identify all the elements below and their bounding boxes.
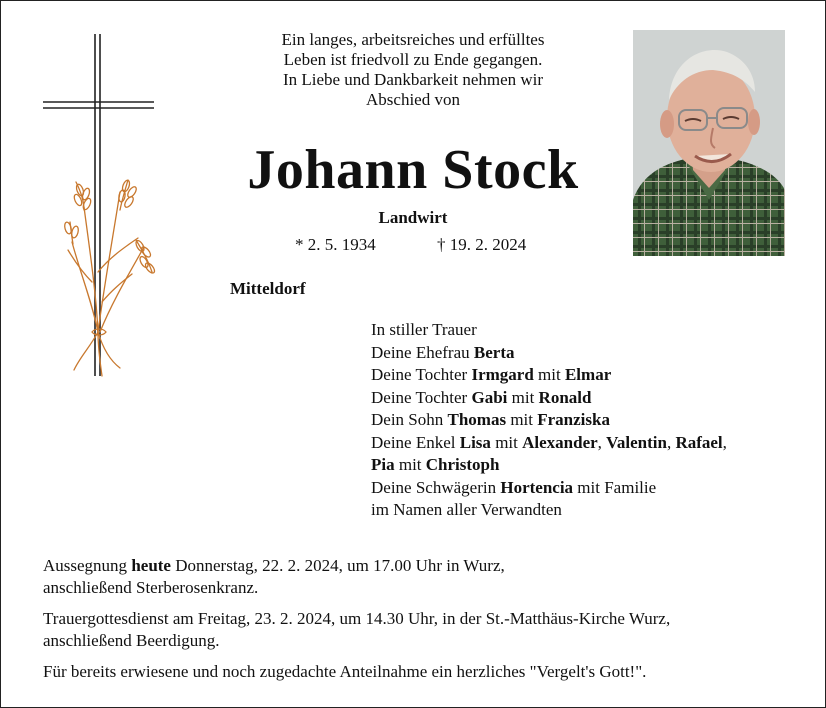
mourner-line [371,342,811,365]
text-segment: anschließend Beerdigung. [43,631,220,650]
home-village: Mitteldorf [230,279,306,298]
name-highlight: Irmgard [471,365,534,384]
deceased-occupation: Landwirt [378,208,448,227]
birth-date: * 2. 5. 1934 [295,235,376,254]
service-line [43,555,783,577]
text-segment: mit [506,410,538,429]
text-segment: , [722,432,727,452]
text-segment: Deine Tochter [371,365,472,384]
text-segment: Deine Schwägerin [371,477,501,497]
mourner-line [371,319,811,342]
thanks-note: Für bereits erwiesene und noch zugedachte Anteilnahme ein herzliches "Vergelt's Gott!". [43,662,647,681]
mourner-line [371,477,811,500]
text-segment: Aussegnung [43,556,132,575]
portrait-photo [633,30,785,256]
mourner-line [371,409,811,432]
name-highlight: Lisa [459,432,491,452]
funeral-mass-info [43,608,783,652]
name-highlight: Rafael [675,432,723,452]
text-segment: Deine Tochter [371,387,472,407]
name-highlight: Thomas [447,410,507,429]
name-highlight: heute [131,556,171,575]
name-highlight: Franziska [537,410,610,429]
text-segment: , [666,432,676,452]
mourner-line [371,499,811,522]
service-line [43,630,783,652]
cross-with-wheat-icon [40,32,160,380]
text-segment: mit [394,455,426,474]
mourner-line [371,454,811,477]
name-highlight: Berta [473,342,515,362]
name-highlight: Pia [371,455,395,474]
name-highlight: Ronald [538,387,592,407]
name-highlight: Elmar [564,365,612,384]
name-highlight: Gabi [471,387,508,407]
text-segment: mit Familie [573,477,657,497]
text-segment: mit [490,432,523,452]
name-highlight: Valentin [606,432,667,452]
mourner-line [371,387,811,410]
text-segment: Dein Sohn [371,410,448,429]
funeral-blessing-info [43,555,783,599]
text-segment: Trauergottesdienst am Freitag, 23. 2. 2024, um 14.30 Uhr, in der St.-Matthäus-Kirche Wurz, [43,609,671,628]
text-segment: Deine Ehefrau [371,342,474,362]
text-segment: In stiller Trauer [371,320,477,339]
text-segment: Deine Enkel [371,432,460,452]
name-highlight: Hortencia [500,477,574,497]
text-segment: mit [533,365,565,384]
mourners-list [371,319,811,522]
intro-line: In Liebe und Dankbarkeit nehmen wir [282,70,544,89]
text-segment: mit [507,387,539,407]
intro-line: Ein langes, arbeitsreiches und erfülltes [281,30,545,49]
text-segment: , [597,432,607,452]
deceased-name: Johann Stock [247,139,579,201]
service-line [43,577,783,599]
death-date: † 19. 2. 2024 [437,235,527,254]
text-segment: im Namen aller Verwandten [371,500,562,519]
service-line [43,608,783,630]
intro-line: Leben ist friedvoll zu Ende gegangen. [283,50,543,69]
mourner-line [371,432,811,455]
name-highlight: Alexander [522,432,598,452]
intro-line: Abschied von [366,90,460,109]
text-segment: anschließend Sterberosenkranz. [43,578,259,597]
intro-text [210,30,616,110]
mourner-line [371,364,811,387]
name-highlight: Christoph [425,455,500,474]
text-segment: Donnerstag, 22. 2. 2024, um 17.00 Uhr in Wurz, [170,556,505,575]
